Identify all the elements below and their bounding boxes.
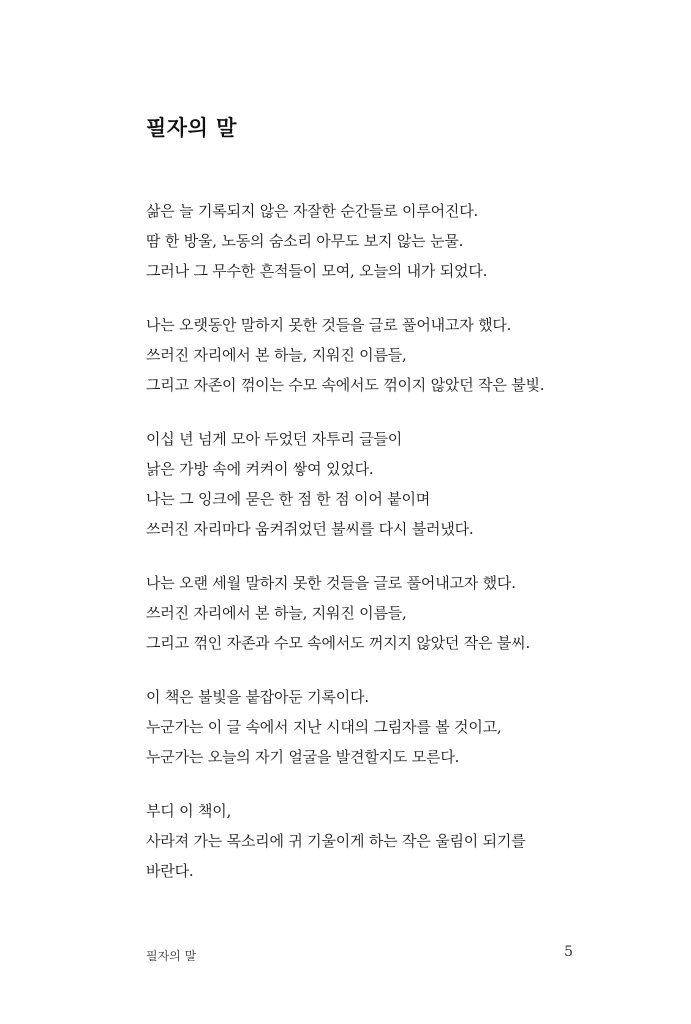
text-line: 쓰러진 자리에서 본 하늘, 지워진 이름들, [146,346,407,364]
text-line: 삶은 늘 기록되지 않은 자잘한 순간들로 이루어진다. [146,202,479,220]
paragraph-3 [146,424,616,544]
text-line: 누군가는 이 글 속에서 지난 시대의 그림자를 볼 것이고, [146,718,502,736]
text-line: 나는 그 잉크에 묻은 한 점 한 점 이어 붙이며 [146,490,431,508]
text-line: 쓰러진 자리에서 본 하늘, 지워진 이름들, [146,604,407,622]
running-footer-title: 필자의 말 [146,949,197,963]
paragraph-6 [146,796,616,886]
paragraph-4 [146,568,616,658]
text-line: 그리고 자존이 꺾이는 수모 속에서도 꺾이지 않았던 작은 불빛. [146,376,545,394]
text-line: 낡은 가방 속에 켜켜이 쌓여 있었다. [146,460,374,478]
text-line: 나는 오랫동안 말하지 못한 것들을 글로 풀어내고자 했다. [146,316,512,334]
text-line: 사라져 가는 목소리에 귀 기울이게 하는 작은 울림이 되기를 [146,832,526,850]
text-line: 그러나 그 무수한 흔적들이 모여, 오늘의 내가 되었다. [146,262,488,280]
paragraph-2 [146,310,616,400]
text-line: 쓰러진 자리마다 움켜쥐었던 불씨를 다시 불러냈다. [146,520,474,538]
paragraph-5 [146,682,616,772]
text-line: 나는 오랜 세월 말하지 못한 것들을 글로 풀어내고자 했다. [146,574,516,592]
text-line: 이십 년 넘게 모아 두었던 자투리 글들이 [146,430,403,448]
text-line: 부디 이 책이, [146,802,232,820]
text-line: 바란다. [146,862,194,880]
page-title: 필자의 말 [146,116,237,140]
text-line: 이 책은 불빛을 붙잡아둔 기록이다. [146,688,369,706]
page-number: 5 [564,944,573,960]
text-line: 그리고 꺾인 자존과 수모 속에서도 꺼지지 않았던 작은 불씨. [146,634,531,652]
preface-body [146,196,616,910]
text-line: 누군가는 오늘의 자기 얼굴을 발견할지도 모른다. [146,748,460,766]
text-line: 땀 한 방울, 노동의 숨소리 아무도 보지 않는 눈물. [146,232,464,250]
paragraph-1 [146,196,616,286]
